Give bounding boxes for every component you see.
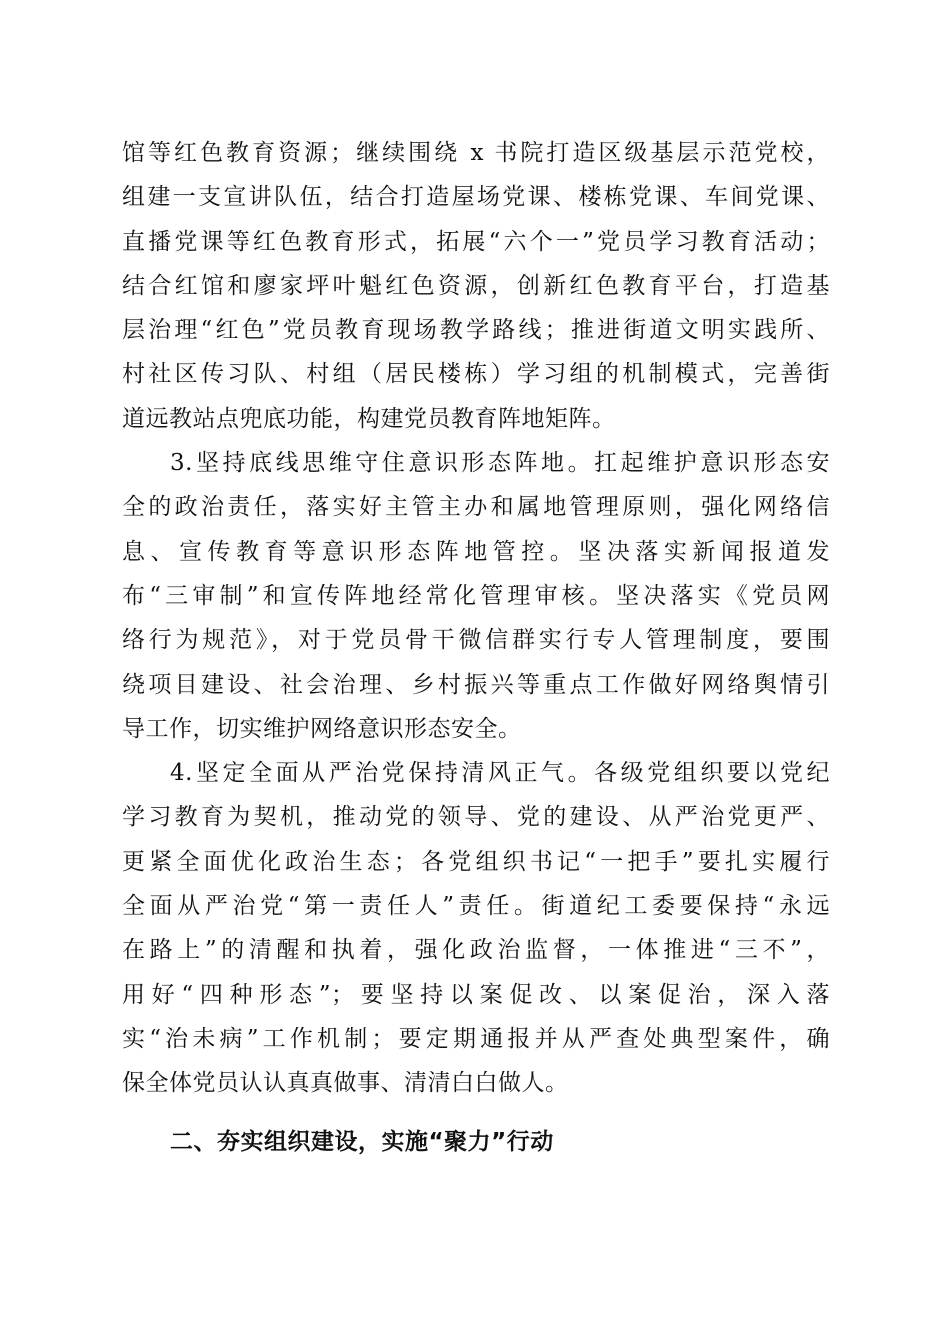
text-line: 络行为规范》，对于党员骨干微信群实行专人管理制度，要围 <box>122 627 830 654</box>
text-line: 布“三审制”和宣传阵地经常化管理审核。坚决落实《党员网 <box>122 582 830 609</box>
text-line: 学习教育为契机，推动党的领导、党的建设、从严治党更严、 <box>122 804 830 831</box>
text-line: 全的政治责任，落实好主管主办和属地管理原则，强化网络信 <box>122 494 830 521</box>
text-line: 结合红馆和廖家坪叶魁红色资源，创新红色教育平台，打造基 <box>122 272 830 299</box>
text-line: 道远教站点兜底功能，构建党员教育阵地矩阵。 <box>122 405 616 432</box>
paragraph-4-start: 4.坚定全面从严治党保持清风正气。各级党组织要以党纪 <box>170 760 830 787</box>
text-line: 直播党课等红色教育形式，拓展“六个一”党员学习教育活动； <box>122 228 830 255</box>
text-line: 村社区传习队、村组（居民楼栋）学习组的机制模式，完善街 <box>122 361 830 388</box>
text-line: 导工作，切实维护网络意识形态安全。 <box>122 715 522 742</box>
section-heading: 二、夯实组织建设，实施“聚力”行动 <box>170 1129 554 1155</box>
text-line: 更紧全面优化政治生态；各党组织书记“一把手”要扎实履行 <box>122 848 830 875</box>
text-line: 保全体党员认认真真做事、清清白白做人。 <box>122 1070 569 1097</box>
paragraph-3-start: 3.坚持底线思维守住意识形态阵地。扛起维护意识形态安 <box>170 450 830 477</box>
text-line: 绕项目建设、社会治理、乡村振兴等重点工作做好网络舆情引 <box>122 671 830 698</box>
body-text <box>122 131 830 1106</box>
text-line: 息、宣传教育等意识形态阵地管控。坚决落实新闻报道发 <box>122 538 830 565</box>
text-line: 在路上”的清醒和执着，强化政治监督，一体推进“三不”， <box>122 937 830 964</box>
text-line: 馆等红色教育资源；继续围绕 x 书院打造区级基层示范党校， <box>122 140 830 166</box>
text-line: 层治理“红色”党员教育现场教学路线；推进街道文明实践所、 <box>122 317 830 344</box>
text-line: 组建一支宣讲队伍，结合打造屋场党课、楼栋党课、车间党课、 <box>122 184 830 211</box>
text-line: 实“治未病”工作机制；要定期通报并从严查处典型案件，确 <box>122 1025 830 1052</box>
text-line: 全面从严治党“第一责任人”责任。街道纪工委要保持“永远 <box>122 893 830 920</box>
text-line: 用好“四种形态”；要坚持以案促改、以案促治，深入落 <box>122 981 830 1008</box>
